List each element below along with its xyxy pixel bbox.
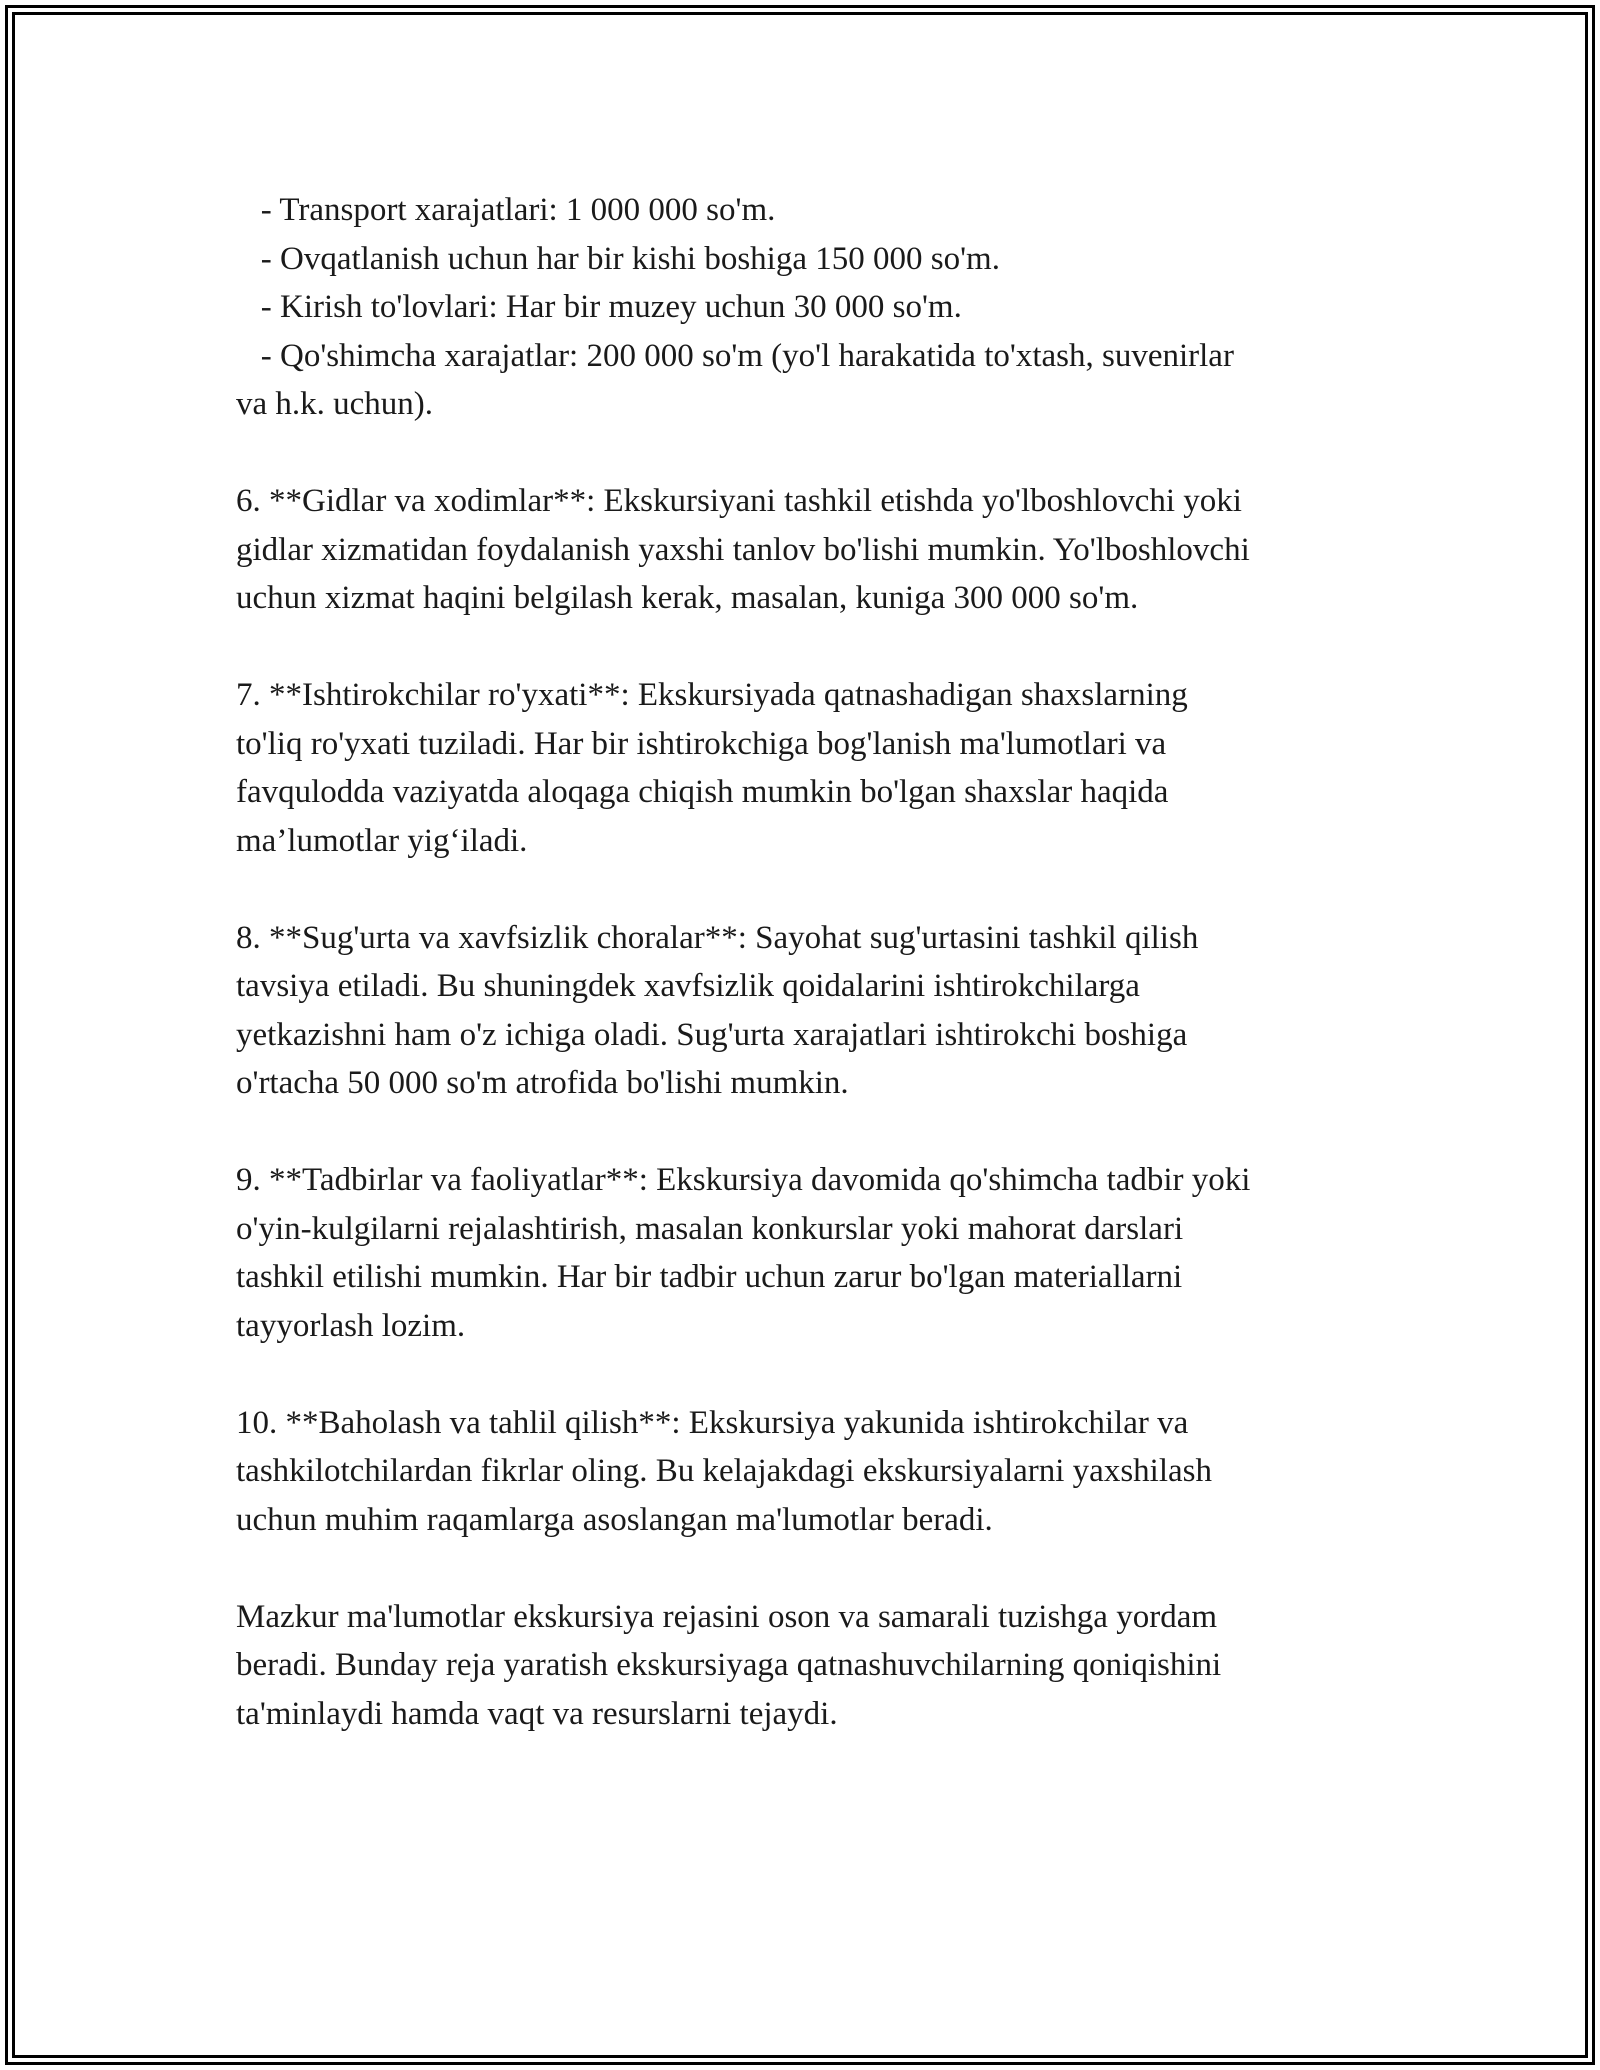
text-line: yetkazishni ham o'z ichiga oladi. Sug'urta xarajatlari ishtirokchi boshiga	[236, 1016, 1188, 1053]
text-line: 10. **Baholash va tahlil qilish**: Ekskursiya yakunida ishtirokchilar va	[236, 1404, 1189, 1441]
text-line: Mazkur ma'lumotlar ekskursiya rejasini oson va samarali tuzishga yordam	[236, 1598, 1218, 1635]
text-line: - Kirish to'lovlari: Har bir muzey uchun 30 000 so'm.	[236, 289, 962, 325]
text-line: uchun muhim raqamlarga asoslangan ma'lumotlar beradi.	[236, 1501, 993, 1538]
paragraph-item-9	[236, 1156, 1376, 1350]
document-body	[236, 186, 1376, 1738]
text-line: tayyorlash lozim.	[236, 1307, 466, 1344]
text-line: 9. **Tadbirlar va faoliyatlar**: Ekskursiya davomida qo'shimcha tadbir yoki	[236, 1162, 1251, 1198]
paragraph-spacer	[236, 1350, 1376, 1399]
text-line: tavsiya etiladi. Bu shuningdek xavfsizlik qoidalarini ishtirokchilarga	[236, 968, 1140, 1004]
paragraph-spacer	[236, 865, 1376, 914]
text-line: ma’lumotlar yig‘iladi.	[236, 822, 528, 859]
text-line: 8. **Sug'urta va xavfsizlik choralar**: Sayohat sug'urtasini tashkil qilish	[236, 919, 1199, 956]
paragraph-conclusion	[236, 1593, 1376, 1739]
text-line: - Transport xarajatlari: 1 000 000 so'm.	[236, 192, 776, 228]
text-line: 7. **Ishtirokchilar ro'yxati**: Ekskursiyada qatnashadigan shaxslarning	[236, 677, 1188, 713]
paragraph-spacer	[236, 1544, 1376, 1593]
text-line: to'liq ro'yxati tuziladi. Har bir ishtirokchiga bog'lanish ma'lumotlari va	[236, 725, 1167, 762]
paragraph-item-10	[236, 1399, 1376, 1545]
text-line: beradi. Bunday reja yaratish ekskursiyaga qatnashuvchilarning qoniqishini	[236, 1647, 1222, 1683]
paragraph-item-8	[236, 914, 1376, 1108]
text-line: - Qo'shimcha xarajatlar: 200 000 so'm (yo'l harakatida to'xtash, suvenirlar	[236, 337, 1234, 374]
text-line: - Ovqatlanish uchun har bir kishi boshiga 150 000 so'm.	[236, 240, 1000, 277]
text-line: 6. **Gidlar va xodimlar**: Ekskursiyani tashkil etishda yo'lboshlovchi yoki	[236, 483, 1242, 519]
paragraph-spacer	[236, 429, 1376, 478]
text-line: uchun xizmat haqini belgilash kerak, masalan, kuniga 300 000 so'm.	[236, 580, 1139, 616]
paragraph-item-6	[236, 477, 1376, 623]
text-line: o'yin-kulgilarni rejalashtirish, masalan konkurslar yoki mahorat darslari	[236, 1210, 1184, 1247]
text-line: tashkil etilishi mumkin. Har bir tadbir uchun zarur bo'lgan materiallarni	[236, 1259, 1183, 1295]
paragraph-spacer	[236, 623, 1376, 672]
text-line: gidlar xizmatidan foydalanish yaxshi tanlov bo'lishi mumkin. Yo'lboshlovchi	[236, 531, 1250, 568]
text-line: tashkilotchilardan fikrlar oling. Bu kelajakdagi ekskursiyalarni yaxshilash	[236, 1453, 1212, 1489]
text-line: o'rtacha 50 000 so'm atrofida bo'lishi mumkin.	[236, 1065, 849, 1101]
text-line: va h.k. uchun).	[236, 386, 434, 422]
text-line: ta'minlaydi hamda vaqt va resurslarni tejaydi.	[236, 1695, 838, 1732]
paragraph-item-7	[236, 671, 1376, 865]
paragraph-costs-list	[236, 186, 1376, 429]
paragraph-spacer	[236, 1108, 1376, 1157]
text-line: favqulodda vaziyatda aloqaga chiqish mumkin bo'lgan shaxslar haqida	[236, 774, 1169, 810]
